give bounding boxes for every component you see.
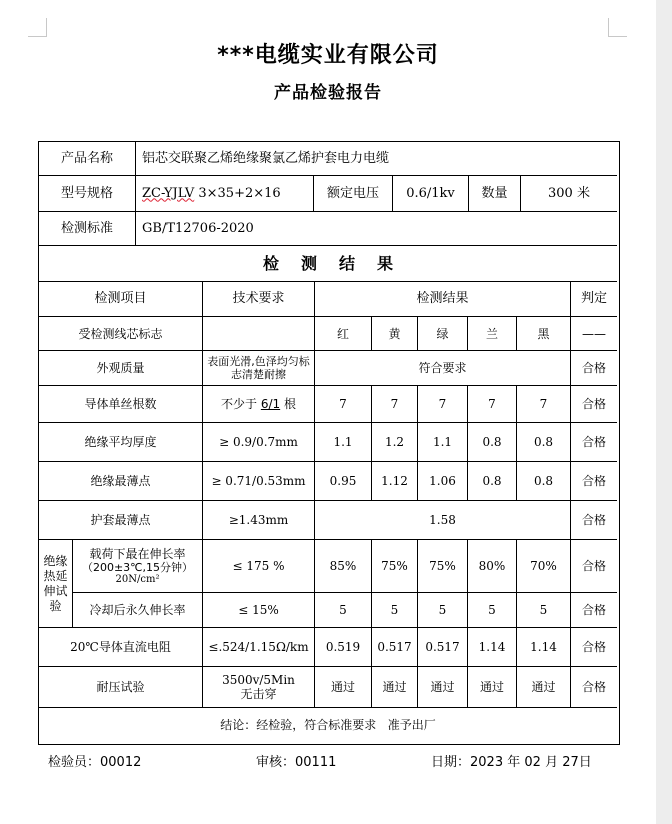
req-line-2: 无击穿	[240, 687, 277, 701]
date-month-unit: 月	[545, 755, 559, 770]
reviewer	[256, 751, 336, 770]
row-value: 0.519	[315, 628, 372, 667]
row-value: 7	[468, 386, 517, 423]
col-header-item: 检测项目	[39, 282, 203, 317]
date-year: 2023	[470, 755, 504, 770]
row-item: 耐压试验	[39, 667, 203, 708]
col-header-verdict: 判定	[571, 282, 617, 317]
row-item: 护套最薄点	[39, 501, 203, 540]
row-value: 通过	[372, 667, 418, 708]
row-value: 绿	[418, 317, 468, 351]
date-day-unit: 日	[578, 755, 592, 770]
row-value: 通过	[418, 667, 468, 708]
row-value: 1.14	[517, 628, 571, 667]
product-name-value: 铝芯交联聚乙烯绝缘聚氯乙烯护套电力电缆	[136, 142, 617, 176]
inspector-value: 00012	[100, 755, 142, 770]
req-value: 6/1	[260, 397, 281, 411]
standard-value: GB/T12706-2020	[136, 212, 617, 246]
row-value: 75%	[372, 540, 418, 593]
inspector-label: 检验员：	[48, 755, 101, 770]
model-value	[136, 176, 314, 212]
col-header-result: 检测结果	[315, 282, 571, 317]
req-line-1: 3500v/5Min	[222, 673, 295, 687]
row-item: 绝缘平均厚度	[39, 423, 203, 462]
row-verdict: 合格	[571, 540, 617, 593]
row-value: 5	[418, 593, 468, 628]
date-month: 02	[524, 755, 541, 770]
row-item: 绝缘最薄点	[39, 462, 203, 501]
item-line-1: 载荷下最在伸长率	[89, 546, 186, 561]
row-verdict: 合格	[571, 423, 617, 462]
row-item: 受检测线芯标志	[39, 317, 203, 351]
row-item	[73, 540, 203, 593]
row-value: 1.14	[468, 628, 517, 667]
reviewer-label: 审核：	[256, 755, 296, 770]
row-item: 20℃导体直流电阻	[39, 628, 203, 667]
row-item: 导体单丝根数	[39, 386, 203, 423]
reviewer-value: 00111	[295, 755, 337, 770]
crop-mark-top-right	[608, 18, 627, 37]
date-year-unit: 年	[507, 755, 521, 770]
row-requirement: ≤ 175 %	[203, 540, 315, 593]
row-requirement: ≥ 0.9/0.7mm	[203, 423, 315, 462]
date-label: 日期：	[431, 755, 471, 770]
report-title: 产品检验报告	[274, 83, 382, 103]
row-merged-result: 1.58	[315, 501, 571, 540]
row-value: 7	[315, 386, 372, 423]
col-header-requirement: 技术要求	[203, 282, 315, 317]
row-value: 5	[468, 593, 517, 628]
row-value: 70%	[517, 540, 571, 593]
company-title: ***电缆实业有限公司	[217, 43, 439, 68]
row-requirement	[203, 386, 315, 423]
row-value: 1.2	[372, 423, 418, 462]
row-value: 黑	[517, 317, 571, 351]
row-value: 80%	[468, 540, 517, 593]
row-value: 0.517	[418, 628, 468, 667]
row-value: 7	[372, 386, 418, 423]
row-verdict: 合格	[571, 667, 617, 708]
standard-label: 检测标准	[39, 212, 136, 246]
item-line-3: 20N/cm²	[115, 573, 160, 585]
row-value: 通过	[517, 667, 571, 708]
row-requirement: 表面光滑,色泽均匀标志清楚耐擦	[203, 351, 315, 386]
date-day: 27	[562, 755, 579, 770]
row-value: 5	[372, 593, 418, 628]
row-verdict: ——	[571, 317, 617, 351]
row-requirement: ≤.524/1.15Ω/km	[203, 628, 315, 667]
quantity-label: 数量	[469, 176, 521, 212]
item-line-2: （200±3℃,15分钟）	[81, 560, 194, 574]
model-label: 型号规格	[39, 176, 136, 212]
row-value: 0.8	[517, 462, 571, 501]
date	[431, 751, 592, 770]
row-value: 通过	[315, 667, 372, 708]
row-item: 外观质量	[39, 351, 203, 386]
row-value: 7	[418, 386, 468, 423]
conclusion: 结论：经检验，符合标准要求 准予出厂	[220, 718, 436, 732]
row-value: 5	[517, 593, 571, 628]
voltage-label: 额定电压	[314, 176, 393, 212]
row-requirement: ≤ 15%	[203, 593, 315, 628]
row-requirement	[203, 317, 315, 351]
hot-set-group-label: 绝缘热延伸试验	[39, 540, 73, 628]
row-item: 冷却后永久伸长率	[73, 593, 203, 628]
row-value: 85%	[315, 540, 372, 593]
row-merged-result: 符合要求	[315, 351, 571, 386]
row-verdict: 合格	[571, 628, 617, 667]
model-code: ZC-YJLV	[142, 185, 195, 201]
row-value: 1.12	[372, 462, 418, 501]
req-prefix: 不少于	[221, 397, 258, 411]
row-requirement	[203, 667, 315, 708]
crop-mark-top-left	[28, 18, 47, 37]
row-value: 兰	[468, 317, 517, 351]
voltage-value: 0.6/1kv	[393, 176, 469, 212]
req-suffix: 根	[283, 397, 296, 411]
quantity-value: 300 米	[521, 176, 617, 212]
inspector	[48, 751, 141, 770]
row-value: 黄	[372, 317, 418, 351]
row-value: 75%	[418, 540, 468, 593]
row-verdict: 合格	[571, 593, 617, 628]
row-verdict: 合格	[571, 462, 617, 501]
row-requirement: ≥ 0.71/0.53mm	[203, 462, 315, 501]
product-name-label: 产品名称	[39, 142, 136, 176]
model-spec: 3×35+2×16	[198, 185, 281, 201]
inspection-table	[38, 141, 620, 745]
row-value: 0.517	[372, 628, 418, 667]
row-value: 0.95	[315, 462, 372, 501]
row-value: 红	[315, 317, 372, 351]
row-requirement: ≥1.43mm	[203, 501, 315, 540]
row-value: 通过	[468, 667, 517, 708]
row-value: 1.1	[315, 423, 372, 462]
section-title: 检测结果	[39, 246, 617, 282]
row-verdict: 合格	[571, 351, 617, 386]
row-value: 0.8	[468, 423, 517, 462]
row-value: 0.8	[468, 462, 517, 501]
row-value: 7	[517, 386, 571, 423]
row-value: 0.8	[517, 423, 571, 462]
row-value: 1.06	[418, 462, 468, 501]
row-value: 5	[315, 593, 372, 628]
row-verdict: 合格	[571, 501, 617, 540]
row-value: 1.1	[418, 423, 468, 462]
row-verdict: 合格	[571, 386, 617, 423]
